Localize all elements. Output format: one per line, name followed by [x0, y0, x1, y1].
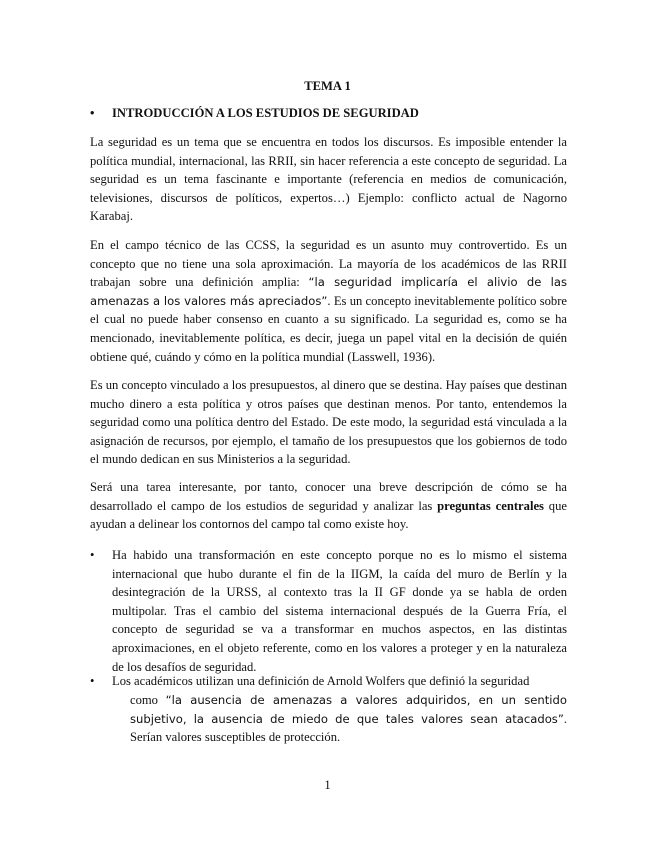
paragraph-1: La seguridad es un tema que se encuentra en todos los discursos. Es imposible entender la política mundial, internacional, las RRII, sin hacer referencia a este concepto de seguridad. La seguridad es un tema fascinante e importante (referencia en medios de comunicación, televisiones, discursos de políticos, expertos…) Ejemplo: conflicto actual de Nagorno Karabaj.	[90, 135, 567, 224]
paragraph-2-text-a: En el campo técnico de las CCSS, la seguridad es un asunto muy controvertido. Es un concepto que no tiene una sola aproximación. La mayoría de los académicos de las RRII trabajan sobre una definición amplia:	[90, 238, 567, 290]
section-heading-text: INTRODUCCIÓN A LOS ESTUDIOS DE SEGURIDAD	[112, 106, 419, 120]
list-item-text-b: . Serían valores susceptibles de protección.	[130, 711, 567, 745]
paragraph-4-text-b: que ayudan a delinear los contornos del campo tal como existe hoy.	[90, 498, 567, 532]
paragraph-3: Es un concepto vinculado a los presupuestos, al dinero que se destina. Hay países que destinan mucho dinero a esta política y otros países que destinan menos. Por tanto, entendemos la seguridad como una política dentro del Estado. De este modo, la seguridad está vinculada a la asignación de recursos, por ejemplo, el tamaño de los presupuestos que los gobiernos de todo el mundo dedican en sus Ministerios a la seguridad.	[90, 378, 567, 467]
paragraph-4-text-a: Será una tarea interesante, por tanto, conocer una breve descripción de cómo se ha desarrollado el campo de los estudios de seguridad y analizar las	[90, 480, 567, 513]
list-item-text: Los académicos utilizan una definición de Arnold Wolfers que definió la seguridad	[112, 674, 530, 688]
paragraph-2	[90, 236, 567, 366]
list-item-quote: “la ausencia de amenazas a valores adquiridos, en un sentido subjetivo, la ausencia de miedo de que tales valores sean atacados”	[130, 693, 567, 726]
bullet-icon: •	[90, 106, 95, 120]
page-number: 1	[324, 778, 331, 792]
bullet-icon: •	[90, 548, 95, 562]
bullet-icon: •	[90, 674, 95, 688]
list-item-text: Ha habido una transformación en este concepto porque no es lo mismo el sistema internacional que hubo durante el fin de la IIGM, la caída del muro de Berlín y la desintegración de la URSS, al contexto tras la II GF donde ya se habla de orden multipolar. Tras el cambio del sistema internacional después de la Guerra Fría, el concepto de seguridad se va a transformar en muchos aspectos, en las distintas aproximaciones, en el objeto referente, como en los valores a proteger y en la naturaleza de los desafíos de seguridad.	[112, 548, 567, 674]
paragraph-2-text-b: . Es un concepto inevitablemente político sobre el cual no puede haber consenso en cuanto a su significado. La seguridad es, como se ha mencionado, inevitablemente política, es decir, juega un papel vital en la decisión de quién obtiene qué, cuándo y cómo en la política mundial (Lasswell, 1936).	[90, 293, 568, 364]
list-item-continuation	[130, 691, 567, 747]
paragraph-4-bold: preguntas centrales	[437, 498, 544, 513]
paragraph-2-quote: “la seguridad implicaría el alivio de las amenazas a los valores más apreciados”	[90, 275, 567, 308]
document-title: TEMA 1	[304, 79, 351, 93]
paragraph-4	[90, 478, 567, 534]
list-item-text-a: como	[130, 693, 166, 707]
